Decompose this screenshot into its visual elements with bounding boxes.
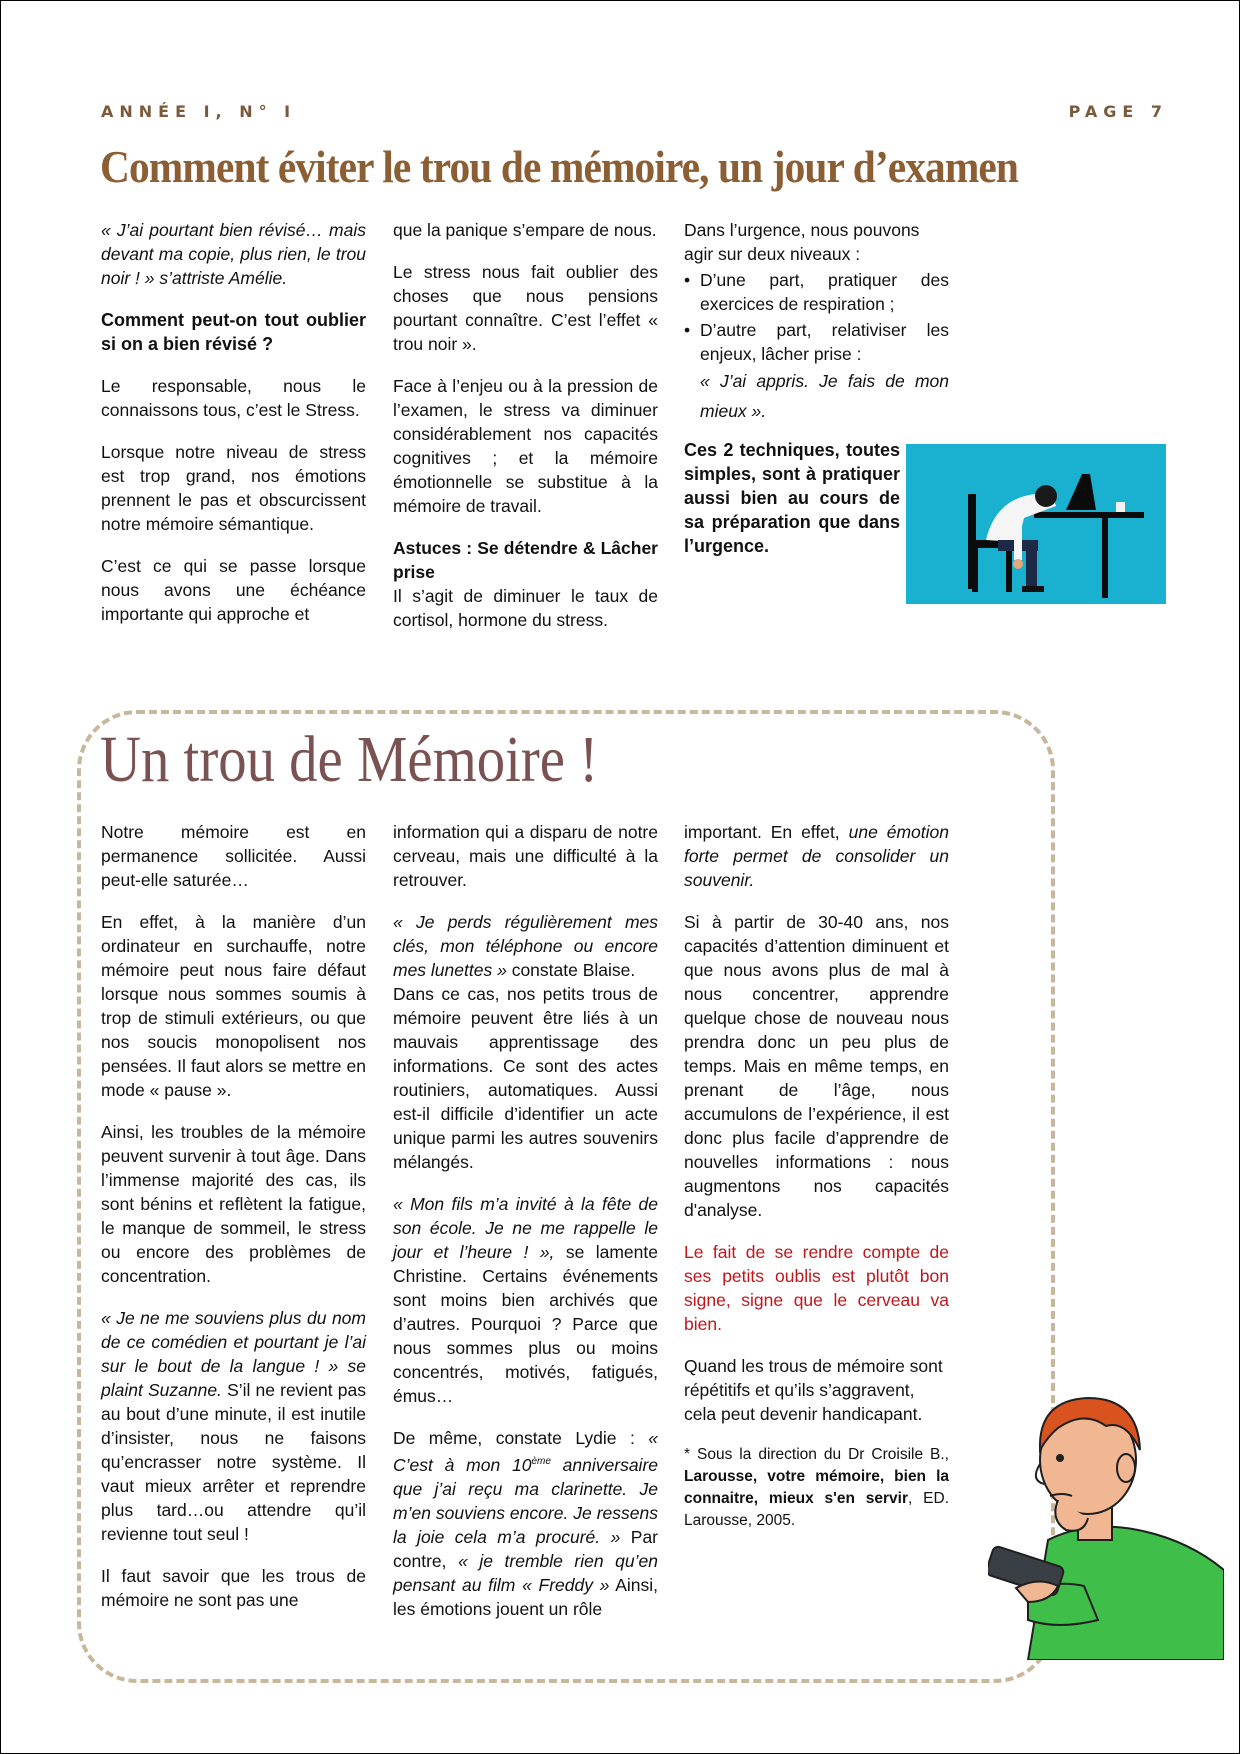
article2-column-2 [393,820,658,1639]
quote-freddy: « je tremble rien qu’en pensant au film « Freddy » [393,1550,658,1595]
article2-title: Un trou de Mémoire ! [100,723,599,796]
paragraph-text: S’il ne revient pas au bout d’une minute, il est inutile d’insister, nous ne faisons qu’encrasser notre système. Il vaut mieux arrêter et reprendre plus tard…ou attendre qu’il revienne tout seul ! [101,1380,366,1544]
paragraph: Il s’agit de diminuer le taux de cortisol, hormone du stress. [393,586,658,630]
paragraph: Ainsi, les troubles de la mémoire peuvent survenir à tout âge. Dans l’immense majorité des cas, ils sont bénins et reflètent la fatigue, le manque de sommeil, le stress ou encore des problèmes de concentration. [101,1122,366,1286]
paragraph: Si à partir de 30-40 ans, nos capacités d’attention diminuent et que nous avons plus de mal à nous concentrer, apprendre quelque chose de nouveau nous prendra donc un peu plus de temps. Mais en même temps, en prenant de l’âge, nous accumulons de l’expérience, il est donc plus facile d’apprendre de nouvelles informations : nous augmentons nos capacités d'analyse. [684,912,949,1220]
paragraph: C’est ce qui se passe lorsque nous avons une échéance importante qui approche et [101,556,366,624]
source-publisher: , ED. Larousse, 2005. [684,1490,949,1529]
source-title: Larousse, votre mémoire, bien la connaitre, mieux s'en servir [684,1468,949,1507]
paragraph: Lorsque notre niveau de stress est trop grand, nos émotions prennent le pas et obscurcissent notre mémoire sémantique. [101,442,366,534]
paragraph: Face à l’enjeu ou à la pression de l’examen, le stress va diminuer considérablement nos capacités cognitives ; et la mémoire émotionnelle se substitue à la mémoire de travail. [393,376,658,516]
paragraph: Le responsable, nous le connaissons tous, c’est le Stress. [101,376,366,420]
astuces-label: Astuces : [393,538,473,558]
quote-blaise: « Je perds régulièrement mes clés, mon téléphone ou encore mes lunettes » [393,912,658,980]
paragraph-text: important. En effet, [684,822,840,842]
astuces-title: Se détendre & Lâcher prise [393,538,658,582]
list-item [684,318,949,426]
paragraph [684,820,949,892]
quote-amelie: « J’ai pourtant bien révisé… mais devant ma copie, plus rien, le trou noir ! » s’attriste Amélie. [101,220,366,288]
paragraph: que la panique s’empare de nous. [393,220,657,240]
article2-column-3 [684,820,949,1550]
quote-lacher-prise: « J’ai appris. Je fais de mon mieux ». [700,371,949,421]
highlight-paragraph: Le fait de se rendre compte de ses petits oublis est plutôt bon signe, signe que le cerveau va bien. [684,1242,949,1334]
article1-column-3 [684,218,949,428]
thinking-man-with-phone-icon [988,1380,1224,1660]
article1-column-2 [393,218,658,650]
paragraph: Quand les trous de mémoire sont répétitifs et qu’ils s’aggravent, cela peut devenir handicapant. [684,1356,943,1424]
paragraph [393,1192,658,1408]
paragraph-text: constate Blaise. [511,960,636,980]
paragraph [393,910,658,982]
technique-list [684,268,949,426]
page-number: PAGE 7 [1068,102,1168,121]
article1-title: Comment éviter le trou de mémoire, un jour d’examen [100,141,1019,192]
paragraph: Le stress nous fait oublier des choses que nous pensions pourtant connaître. C’est l’effet « trou noir ». [393,262,658,354]
techniques-conclusion: Ces 2 techniques, toutes simples, sont à pratiquer aussi bien au cours de sa préparation que dans l’urgence. [684,440,900,556]
paragraph-text: Ainsi, les émotions jouent un rôle [393,1574,658,1619]
paragraph: Dans ce cas, nos petits trous de mémoire peuvent être liés à un mauvais apprentissage des informations. Ce sont des actes routiniers, automatiques. Aussi est-il difficile d’identifier un acte unique parmi les autres souvenirs mélangés. [393,984,658,1172]
paragraph: information qui a disparu de notre cerveau, mais une difficulté à la retrouver. [393,822,658,890]
quote-lydie: « C’est à mon 10 [393,1428,658,1475]
paragraph [393,1426,658,1621]
article2-column-1 [101,820,366,1630]
paragraph: Notre mémoire est en permanence sollicitée. Aussi peut-elle saturée… [101,822,366,890]
list-item [684,268,949,316]
article1-column-1 [101,218,366,644]
list-item-text: D’une part, pratiquer des exercices de respiration ; [700,270,949,314]
superscript: ème [531,1456,551,1467]
source-author: * Sous la direction du Dr Croisile B., [684,1446,949,1463]
person-exhausted-at-desk-icon [906,444,1166,604]
paragraph: Dans l’urgence, nous pouvons agir sur deux niveaux : [684,220,920,264]
paragraph: En effet, à la manière d’un ordinateur en surchauffe, notre mémoire peut nous faire défaut lorsque nous sommes soumis à trop de stimuli extérieurs, ou que nos soucis monopolisent nos pensées. Il faut alors se mettre en mode « pause ». [101,912,366,1100]
paragraph [101,1306,366,1546]
astuces-heading [393,536,658,584]
emphasis-text: une émotion forte permet de consolider un souvenir. [684,822,949,890]
paragraph-text: Par contre, [393,1526,658,1571]
question-heading: Comment peut-on tout oublier si on a bien révisé ? [101,310,366,354]
quote-suzanne: « Je ne me souviens plus du nom de ce comédien et pourtant je l’ai sur le bout de la langue ! » se plaint Suzanne. [101,1308,366,1400]
issue-label: ANNÉE I, N° I [101,102,297,121]
paragraph: Il faut savoir que les trous de mémoire ne sont pas une [101,1566,366,1610]
paragraph-text: De même, constate Lydie : [393,1428,635,1448]
paragraph-text: se lamente Christine. Certains événements sont moins bien archivés que d’autres. Pourquoi ? Parce que nous sommes plus ou moins concentrés, motivés, fatigués, émus… [393,1242,658,1406]
source-note [684,1444,949,1532]
quote-christine: « Mon fils m’a invité à la fête de son école. Je ne me rappelle le jour et l’heure ! », [393,1194,658,1262]
list-item-text: D’autre part, relativiser les enjeux, lâcher prise : [700,320,949,364]
quote-lydie-cont: anniversaire que j’ai reçu ma clarinette. Je m’en souviens encore. Je ressens la joie cela m’a procuré. » [393,1454,658,1547]
